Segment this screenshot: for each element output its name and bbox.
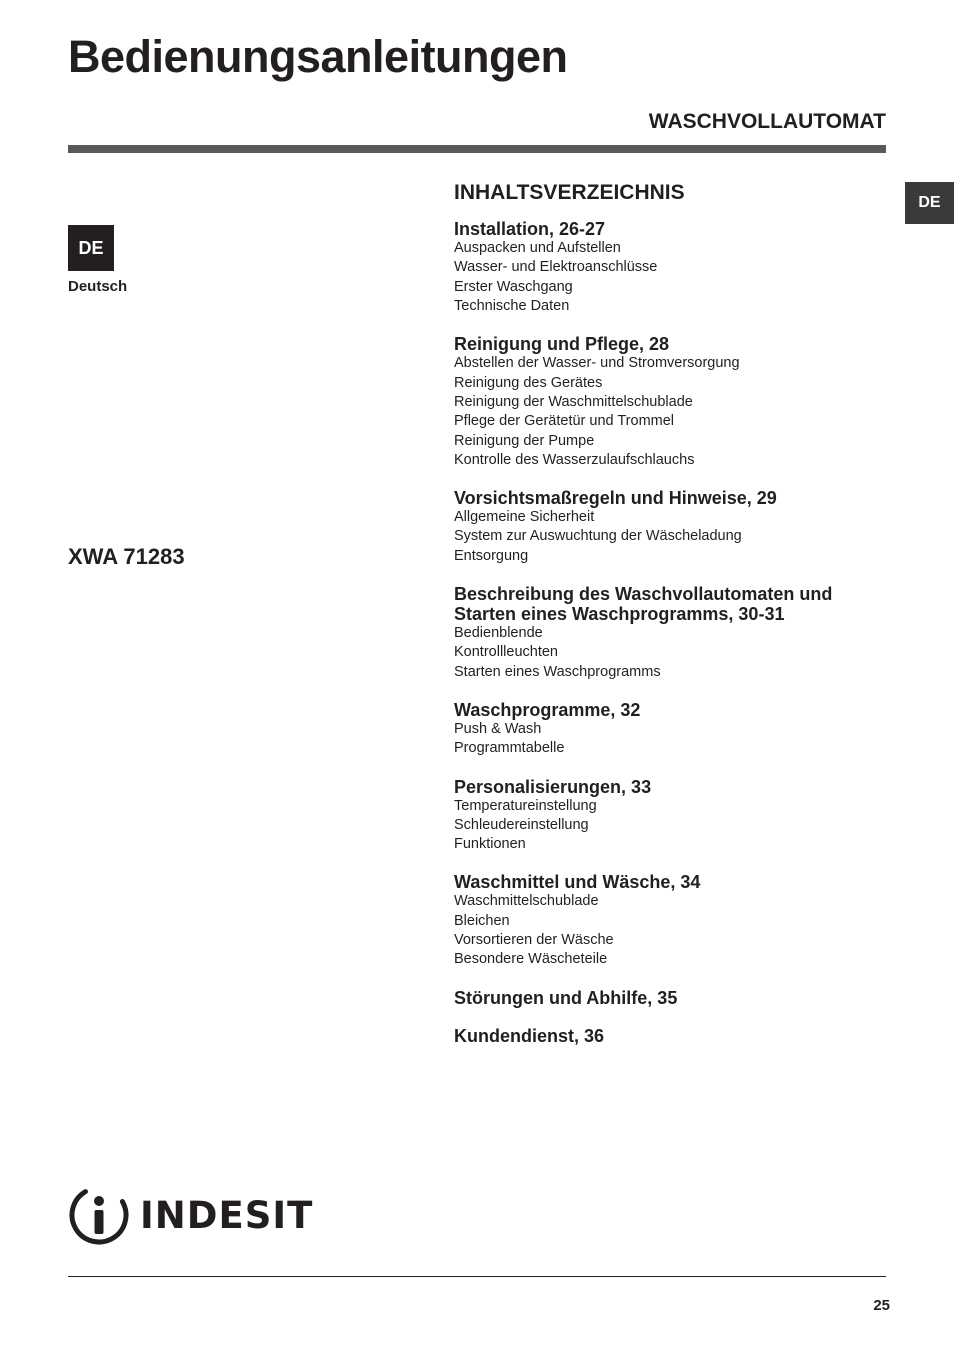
toc-item-list <box>454 508 894 566</box>
toc-section-title: Störungen und Abhilfe, 35 <box>454 987 678 1008</box>
toc-item: Auspacken und Aufstellen <box>454 240 621 257</box>
toc-item: Besondere Wäscheteile <box>454 951 608 968</box>
toc-item: Reinigung des Gerätes <box>454 374 603 391</box>
toc-heading: INHALTSVERZEICHNIS <box>454 181 685 204</box>
toc-item: Entsorgung <box>454 547 529 564</box>
toc-item: Pflege der Gerätetür und Trommel <box>454 413 675 430</box>
toc-section <box>454 872 894 969</box>
toc-section <box>454 1026 894 1046</box>
toc-item: Erster Waschgang <box>454 278 573 295</box>
toc-item: Push & Wash <box>454 720 542 737</box>
toc-item: Temperatureinstellung <box>454 797 597 814</box>
toc-item: Reinigung der Pumpe <box>454 432 595 449</box>
toc-item-list <box>454 892 894 969</box>
toc-item: System zur Auswuchtung der Wäscheladung <box>454 528 742 545</box>
language-side-tab: DE <box>905 182 954 224</box>
toc-item-list <box>454 354 894 470</box>
toc-item: Technische Daten <box>454 298 570 315</box>
toc-item-list <box>454 624 894 682</box>
header-divider <box>68 145 886 153</box>
toc-item: Funktionen <box>454 836 526 853</box>
toc-section-title: Vorsichtsmaßregeln und Hinweise, 29 <box>454 488 777 509</box>
toc-item: Kontrolle des Wasserzulaufschlauchs <box>454 451 695 468</box>
brand-logo <box>68 1184 313 1246</box>
toc-section-title: Waschmittel und Wäsche, 34 <box>454 872 701 893</box>
toc-item: Schleudereinstellung <box>454 816 589 833</box>
toc-item: Reinigung der Waschmittelschublade <box>454 393 693 410</box>
toc-section-title: Reinigung und Pflege, 28 <box>454 334 670 355</box>
toc-section <box>454 988 894 1008</box>
toc-section-title: Personalisierungen, 33 <box>454 776 652 797</box>
table-of-contents <box>454 180 894 1064</box>
toc-item: Starten eines Waschprogramms <box>454 663 661 680</box>
toc-item: Waschmittelschublade <box>454 893 599 910</box>
toc-item: Allgemeine Sicherheit <box>454 509 595 526</box>
brand-wordmark: INDESIT <box>140 1193 314 1237</box>
toc-section-title: Waschprogramme, 32 <box>454 699 641 720</box>
toc-item-list <box>454 239 894 316</box>
toc-item: Vorsortieren der Wäsche <box>454 932 614 949</box>
toc-section <box>454 219 894 316</box>
toc-item: Kontrollleuchten <box>454 644 558 661</box>
toc-section-title: Installation, 26-27 <box>454 219 606 240</box>
toc-item-list <box>454 720 894 759</box>
page-number: 25 <box>873 1297 890 1314</box>
footer-divider <box>68 1276 886 1277</box>
language-label: Deutsch <box>68 278 128 295</box>
toc-item: Bleichen <box>454 912 510 929</box>
page-title: Bedienungsanleitungen <box>68 31 568 82</box>
toc-section <box>454 488 894 566</box>
toc-item: Programmtabelle <box>454 740 565 757</box>
toc-section <box>454 700 894 759</box>
toc-section-title: Kundendienst, 36 <box>454 1025 605 1046</box>
toc-section <box>454 584 894 682</box>
document-subtitle: WASCHVOLLAUTOMAT <box>648 110 886 133</box>
toc-item: Abstellen der Wasser- und Stromversorgung <box>454 355 740 372</box>
toc-item-list <box>454 797 894 855</box>
language-badge: DE <box>68 225 114 271</box>
model-number: XWA 71283 <box>68 544 185 569</box>
toc-item: Wasser- und Elektroanschlüsse <box>454 259 658 276</box>
toc-sections <box>454 219 894 1045</box>
toc-section <box>454 777 894 855</box>
indesit-logo-icon <box>68 1184 130 1246</box>
toc-item: Bedienblende <box>454 625 543 642</box>
toc-section-title: Beschreibung des Waschvollautomaten und Starten eines Waschprogramms, 30-31 <box>454 584 833 625</box>
toc-section <box>454 334 894 470</box>
